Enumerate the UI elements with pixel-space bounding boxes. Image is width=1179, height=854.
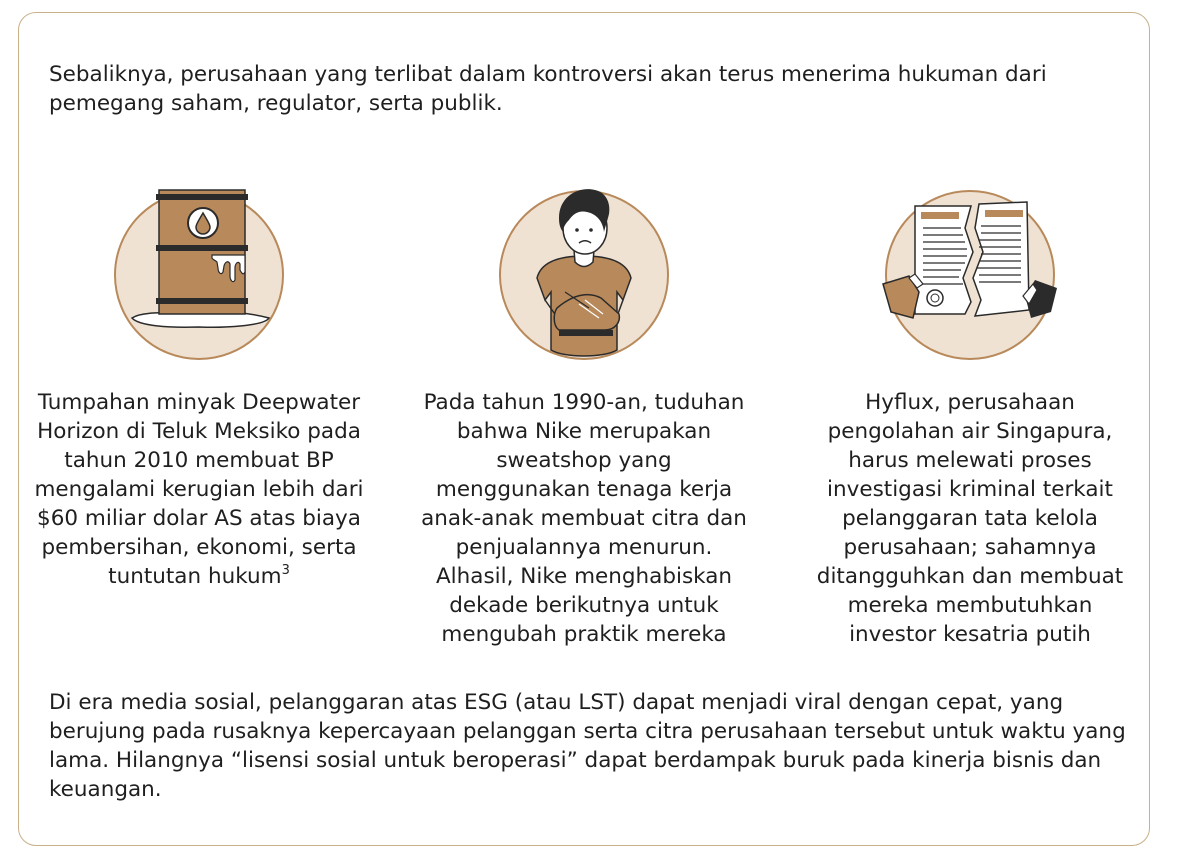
case-hyflux-text: Hyflux, perusahaan pengolahan air Singapura, harus melewati proses investigasi kriminal terkait pelanggaran tata kelola perusahaan; sahamnya ditangguhkan dan membuat mereka membutuhkan investor kesatria putih	[816, 390, 1124, 647]
worker-with-shoe-icon	[489, 180, 679, 370]
case-bp	[34, 180, 364, 591]
case-nike	[419, 180, 749, 649]
footnote-marker: 3	[281, 563, 290, 578]
case-hyflux	[805, 180, 1135, 649]
case-nike-text: Pada tahun 1990-an, tuduhan bahwa Nike merupakan sweatshop yang menggunakan tenaga kerja anak-anak membuat citra dan penjualannya menurun. Alhasil, Nike menghabiskan dekade berikutnya untuk mengubah praktik mereka	[421, 390, 747, 647]
case-bp-text: Tumpahan minyak Deepwater Horizon di Teluk Meksiko pada tahun 2010 membuat BP mengalami kerugian lebih dari $60 miliar dolar AS atas biaya pembersihan, ekonomi, serta tuntutan hukum$^3$	[34, 390, 364, 589]
oil-barrel-spill-icon	[104, 180, 294, 370]
outro-paragraph: Di era media sosial, pelanggaran atas ESG (atau LST) dapat menjadi viral dengan cepat, yang berujung pada rusaknya kepercayaan pelanggan serta citra perusahaan tersebut untuk waktu yang lama. Hilangnya “lisensi sosial untuk beroperasi” dapat berdampak buruk pada kinerja bisnis dan keuangan.	[49, 690, 1126, 802]
torn-certificate-icon	[875, 180, 1065, 370]
intro-paragraph: Sebaliknya, perusahaan yang terlibat dalam kontroversi akan terus menerima hukuman dari pemegang saham, regulator, serta publik.	[49, 62, 1047, 116]
